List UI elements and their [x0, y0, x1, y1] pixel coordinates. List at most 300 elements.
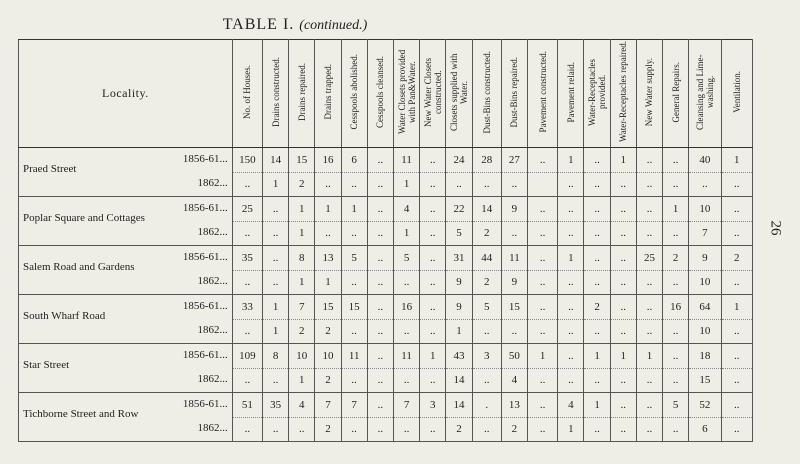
column-header — [721, 40, 752, 148]
value-cell: 150 — [232, 148, 262, 173]
value-cell: .. — [558, 197, 584, 222]
value-cell: 51 — [232, 393, 262, 418]
value-cell: .. — [232, 368, 262, 393]
value-cell: 9 — [446, 295, 472, 320]
column-header-label: Ventilation. — [731, 71, 742, 113]
value-cell: 9 — [501, 197, 527, 222]
locality-cell — [19, 270, 233, 295]
value-cell: .. — [420, 221, 446, 246]
value-cell: .. — [420, 295, 446, 320]
locality-name: Salem Road and Gardens — [23, 261, 135, 273]
value-cell: 1 — [446, 319, 472, 344]
value-cell: .. — [610, 368, 636, 393]
value-cell: .. — [636, 393, 662, 418]
value-cell: .. — [393, 417, 419, 442]
table-row — [19, 172, 753, 197]
column-header-label: Cesspools abolished. — [349, 54, 360, 130]
value-cell: .. — [341, 172, 367, 197]
column-header — [446, 40, 472, 148]
value-cell: .. — [721, 221, 752, 246]
value-cell: .. — [420, 270, 446, 295]
value-cell: 14 — [262, 148, 288, 173]
value-cell: .. — [636, 295, 662, 320]
value-cell: 31 — [446, 246, 472, 271]
value-cell: 1 — [262, 172, 288, 197]
table-row — [19, 246, 753, 271]
value-cell: 5 — [472, 295, 501, 320]
locality-cell — [19, 344, 233, 369]
value-cell: .. — [393, 319, 419, 344]
value-cell: .. — [528, 417, 558, 442]
value-cell: 3 — [420, 393, 446, 418]
value-cell: 1 — [663, 197, 689, 222]
value-cell: .. — [501, 221, 527, 246]
value-cell: 1 — [584, 393, 610, 418]
value-cell: 7 — [393, 393, 419, 418]
value-cell: .. — [393, 270, 419, 295]
value-cell: .. — [341, 221, 367, 246]
value-cell: 2 — [446, 417, 472, 442]
value-cell: .. — [367, 197, 393, 222]
value-cell: 2 — [315, 368, 341, 393]
value-cell: 18 — [689, 344, 721, 369]
locality-cell — [19, 319, 233, 344]
locality-name: South Wharf Road — [23, 310, 106, 322]
value-cell: 16 — [663, 295, 689, 320]
value-cell: 35 — [232, 246, 262, 271]
column-header-label: Drains trapped. — [322, 64, 333, 120]
value-cell: .. — [367, 172, 393, 197]
value-cell: .. — [636, 319, 662, 344]
year-label: 1862... — [197, 373, 228, 385]
column-header — [558, 40, 584, 148]
value-cell: .. — [528, 295, 558, 320]
value-cell: 1 — [558, 148, 584, 173]
locality-cell — [19, 148, 233, 173]
value-cell: 1 — [289, 197, 315, 222]
column-header — [420, 40, 446, 148]
value-cell: 1 — [584, 344, 610, 369]
column-header-label: Cesspools cleansed. — [375, 56, 386, 128]
value-cell: 1 — [262, 319, 288, 344]
value-cell: 8 — [262, 344, 288, 369]
value-cell: 11 — [393, 344, 419, 369]
value-cell: .. — [367, 270, 393, 295]
value-cell: .. — [663, 368, 689, 393]
value-cell: .. — [232, 221, 262, 246]
value-cell: .. — [721, 344, 752, 369]
column-header — [689, 40, 721, 148]
locality-cell — [19, 368, 233, 393]
value-cell — [528, 172, 558, 197]
value-cell: .. — [610, 319, 636, 344]
value-cell: .. — [584, 319, 610, 344]
value-cell: 1 — [341, 197, 367, 222]
column-header — [289, 40, 315, 148]
value-cell: .. — [420, 368, 446, 393]
column-header-label: Water-Receptacles repaired. — [618, 41, 629, 143]
value-cell: 2 — [721, 246, 752, 271]
value-cell: .. — [636, 417, 662, 442]
value-cell: 40 — [689, 148, 721, 173]
value-cell: 1 — [721, 295, 752, 320]
value-cell: 1 — [315, 270, 341, 295]
value-cell: 5 — [393, 246, 419, 271]
value-cell: .. — [420, 148, 446, 173]
value-cell: 2 — [289, 319, 315, 344]
value-cell: 1 — [636, 344, 662, 369]
value-cell: 13 — [315, 246, 341, 271]
value-cell: 1 — [289, 221, 315, 246]
value-cell: 1 — [393, 172, 419, 197]
value-cell: .. — [663, 148, 689, 173]
value-cell: .. — [689, 172, 721, 197]
year-label: 1862... — [197, 422, 228, 434]
column-header — [663, 40, 689, 148]
value-cell: 6 — [689, 417, 721, 442]
table-row — [19, 368, 753, 393]
value-cell: .. — [663, 172, 689, 197]
value-cell: .. — [610, 221, 636, 246]
value-cell: .. — [501, 319, 527, 344]
value-cell: .. — [636, 148, 662, 173]
value-cell: .. — [341, 319, 367, 344]
value-cell: 52 — [689, 393, 721, 418]
value-cell: 1 — [262, 295, 288, 320]
value-cell: .. — [721, 270, 752, 295]
column-header-label: Water Closets provided with Pan&Water. — [396, 49, 417, 135]
value-cell: 10 — [315, 344, 341, 369]
value-cell: .. — [584, 172, 610, 197]
value-cell: 1 — [610, 344, 636, 369]
table-row — [19, 393, 753, 418]
value-cell: .. — [315, 172, 341, 197]
value-cell: 4 — [558, 393, 584, 418]
value-cell: 22 — [446, 197, 472, 222]
year-label: 1856-61... — [182, 153, 228, 165]
column-header-label: Cleansing and Lime-washing. — [694, 54, 715, 130]
value-cell: .. — [610, 197, 636, 222]
value-cell: 13 — [501, 393, 527, 418]
value-cell: .. — [393, 368, 419, 393]
value-cell: 5 — [663, 393, 689, 418]
column-header-label: Pavement relaid. — [565, 61, 576, 123]
locality-cell — [19, 295, 233, 320]
value-cell: 25 — [232, 197, 262, 222]
locality-cell — [19, 221, 233, 246]
table-row — [19, 295, 753, 320]
value-cell: .. — [721, 172, 752, 197]
value-cell: 2 — [663, 246, 689, 271]
value-cell: .. — [472, 417, 501, 442]
value-cell: 2 — [472, 270, 501, 295]
table-body — [19, 148, 753, 442]
value-cell: .. — [610, 172, 636, 197]
value-cell: 35 — [262, 393, 288, 418]
value-cell: .. — [528, 246, 558, 271]
table-row — [19, 319, 753, 344]
value-cell: .. — [262, 270, 288, 295]
value-cell: .. — [558, 172, 584, 197]
value-cell: .. — [262, 246, 288, 271]
value-cell: .. — [472, 368, 501, 393]
value-cell: 1 — [528, 344, 558, 369]
locality-header: Locality. — [19, 40, 233, 148]
column-header-label: Drains constructed. — [270, 57, 281, 127]
column-header-label: Dust-Bins repaired. — [509, 56, 520, 128]
value-cell: .. — [528, 368, 558, 393]
value-cell: .. — [289, 417, 315, 442]
value-cell: .. — [232, 319, 262, 344]
year-label: 1862... — [197, 177, 228, 189]
table-row — [19, 197, 753, 222]
value-cell: .. — [584, 221, 610, 246]
title-continued: (continued.) — [299, 18, 368, 33]
value-cell: 3 — [472, 344, 501, 369]
value-cell: 64 — [689, 295, 721, 320]
value-cell: 43 — [446, 344, 472, 369]
value-cell: .. — [721, 197, 752, 222]
column-header-label: No. of Houses. — [242, 65, 253, 119]
column-header — [584, 40, 610, 148]
column-header — [636, 40, 662, 148]
locality-cell — [19, 172, 233, 197]
value-cell: 4 — [501, 368, 527, 393]
value-cell: 1 — [721, 148, 752, 173]
value-cell: .. — [420, 246, 446, 271]
value-cell: .. — [610, 393, 636, 418]
value-cell: 27 — [501, 148, 527, 173]
value-cell: .. — [367, 417, 393, 442]
value-cell: 4 — [289, 393, 315, 418]
value-cell: 15 — [689, 368, 721, 393]
data-table — [18, 39, 753, 442]
value-cell: 10 — [689, 270, 721, 295]
value-cell: .. — [610, 270, 636, 295]
value-cell: .. — [232, 417, 262, 442]
value-cell: 15 — [341, 295, 367, 320]
value-cell: .. — [636, 172, 662, 197]
value-cell: 24 — [446, 148, 472, 173]
value-cell: 15 — [501, 295, 527, 320]
value-cell: .. — [721, 368, 752, 393]
value-cell: .. — [262, 221, 288, 246]
column-header — [501, 40, 527, 148]
value-cell: .. — [610, 417, 636, 442]
table-row — [19, 417, 753, 442]
value-cell: 1 — [610, 148, 636, 173]
value-cell: .. — [420, 172, 446, 197]
value-cell: 7 — [689, 221, 721, 246]
value-cell: 8 — [289, 246, 315, 271]
value-cell: .. — [558, 221, 584, 246]
value-cell: .. — [558, 319, 584, 344]
value-cell: 2 — [584, 295, 610, 320]
value-cell: .. — [528, 393, 558, 418]
value-cell: .. — [341, 368, 367, 393]
value-cell: 4 — [393, 197, 419, 222]
locality-cell — [19, 393, 233, 418]
value-cell: .. — [558, 270, 584, 295]
value-cell: .. — [558, 295, 584, 320]
locality-name: Tichborne Street and Row — [23, 408, 139, 420]
value-cell: .. — [501, 172, 527, 197]
locality-name: Star Street — [23, 359, 70, 371]
value-cell: .. — [636, 270, 662, 295]
table-row — [19, 148, 753, 173]
value-cell: .. — [367, 148, 393, 173]
value-cell: .. — [584, 246, 610, 271]
value-cell: .. — [721, 319, 752, 344]
value-cell: .. — [636, 368, 662, 393]
value-cell: .. — [721, 417, 752, 442]
value-cell: 7 — [341, 393, 367, 418]
column-header-label: Drains repaired. — [296, 63, 307, 121]
column-header-label: Dust-Bins constructed. — [481, 50, 492, 134]
value-cell: .. — [472, 172, 501, 197]
value-cell: 15 — [315, 295, 341, 320]
value-cell: .. — [584, 368, 610, 393]
value-cell: 1 — [558, 246, 584, 271]
year-label: 1856-61... — [182, 300, 228, 312]
value-cell: .. — [420, 417, 446, 442]
value-cell: .. — [367, 344, 393, 369]
page-number: 26 — [767, 220, 784, 236]
value-cell: 1 — [315, 197, 341, 222]
value-cell: .. — [367, 221, 393, 246]
value-cell: .. — [584, 270, 610, 295]
value-cell: .. — [636, 221, 662, 246]
value-cell: .. — [341, 417, 367, 442]
value-cell: 9 — [446, 270, 472, 295]
column-header — [232, 40, 262, 148]
value-cell: .. — [232, 172, 262, 197]
header-row — [19, 40, 753, 148]
value-cell: .. — [341, 270, 367, 295]
value-cell: .. — [558, 368, 584, 393]
value-cell: .. — [420, 319, 446, 344]
column-header — [472, 40, 501, 148]
value-cell: 14 — [446, 368, 472, 393]
value-cell: .. — [367, 246, 393, 271]
column-header-label: Water-Receptacles provided. — [587, 58, 608, 126]
value-cell: .. — [528, 148, 558, 173]
value-cell: 11 — [341, 344, 367, 369]
column-header — [315, 40, 341, 148]
column-header-label: New Water supply. — [644, 57, 655, 127]
locality-cell — [19, 417, 233, 442]
value-cell: 10 — [689, 197, 721, 222]
column-header — [341, 40, 367, 148]
value-cell: 1 — [393, 221, 419, 246]
value-cell: .. — [472, 319, 501, 344]
value-cell: .. — [663, 319, 689, 344]
value-cell: 109 — [232, 344, 262, 369]
value-cell: 44 — [472, 246, 501, 271]
value-cell: . — [472, 393, 501, 418]
year-label: 1862... — [197, 226, 228, 238]
value-cell: 5 — [446, 221, 472, 246]
table-row — [19, 221, 753, 246]
table-title — [0, 16, 590, 34]
value-cell: 7 — [289, 295, 315, 320]
year-label: 1862... — [197, 324, 228, 336]
locality-cell — [19, 197, 233, 222]
value-cell: .. — [663, 221, 689, 246]
year-label: 1862... — [197, 275, 228, 287]
value-cell: 1 — [289, 368, 315, 393]
value-cell: 11 — [501, 246, 527, 271]
value-cell: 2 — [472, 221, 501, 246]
value-cell: .. — [367, 295, 393, 320]
value-cell: .. — [367, 393, 393, 418]
value-cell: .. — [584, 197, 610, 222]
value-cell: .. — [584, 417, 610, 442]
value-cell: .. — [446, 172, 472, 197]
value-cell: .. — [636, 197, 662, 222]
value-cell: 2 — [289, 172, 315, 197]
table-row — [19, 270, 753, 295]
value-cell: .. — [315, 221, 341, 246]
value-cell: 2 — [501, 417, 527, 442]
value-cell: .. — [584, 148, 610, 173]
locality-cell — [19, 246, 233, 271]
column-header-label: General Repairs. — [670, 61, 681, 123]
value-cell: .. — [528, 197, 558, 222]
value-cell: .. — [528, 270, 558, 295]
locality-name: Praed Street — [23, 163, 77, 175]
table-row — [19, 344, 753, 369]
value-cell: .. — [420, 197, 446, 222]
column-header — [610, 40, 636, 148]
value-cell: 9 — [689, 246, 721, 271]
value-cell: 25 — [636, 246, 662, 271]
locality-name: Poplar Square and Cottages — [23, 212, 145, 224]
year-label: 1856-61... — [182, 251, 228, 263]
value-cell: 28 — [472, 148, 501, 173]
value-cell: .. — [663, 270, 689, 295]
value-cell: 16 — [393, 295, 419, 320]
value-cell: .. — [528, 319, 558, 344]
year-label: 1856-61... — [182, 398, 228, 410]
value-cell: .. — [721, 393, 752, 418]
value-cell: .. — [262, 417, 288, 442]
value-cell: 33 — [232, 295, 262, 320]
value-cell: 10 — [689, 319, 721, 344]
value-cell: 10 — [289, 344, 315, 369]
column-header — [367, 40, 393, 148]
title-main: TABLE I. — [222, 16, 295, 33]
column-header — [262, 40, 288, 148]
value-cell: 14 — [472, 197, 501, 222]
value-cell: .. — [663, 417, 689, 442]
value-cell: .. — [528, 221, 558, 246]
year-label: 1856-61... — [182, 349, 228, 361]
value-cell: 2 — [315, 319, 341, 344]
value-cell: .. — [610, 246, 636, 271]
value-cell: 1 — [420, 344, 446, 369]
value-cell: 50 — [501, 344, 527, 369]
column-header — [393, 40, 419, 148]
value-cell: 7 — [315, 393, 341, 418]
value-cell: 5 — [341, 246, 367, 271]
value-cell: 16 — [315, 148, 341, 173]
column-header-label: Pavement constructed. — [537, 51, 548, 133]
value-cell: 1 — [289, 270, 315, 295]
column-header-label: Closets supplied with Water. — [448, 53, 469, 131]
year-label: 1856-61... — [182, 202, 228, 214]
value-cell: .. — [262, 368, 288, 393]
